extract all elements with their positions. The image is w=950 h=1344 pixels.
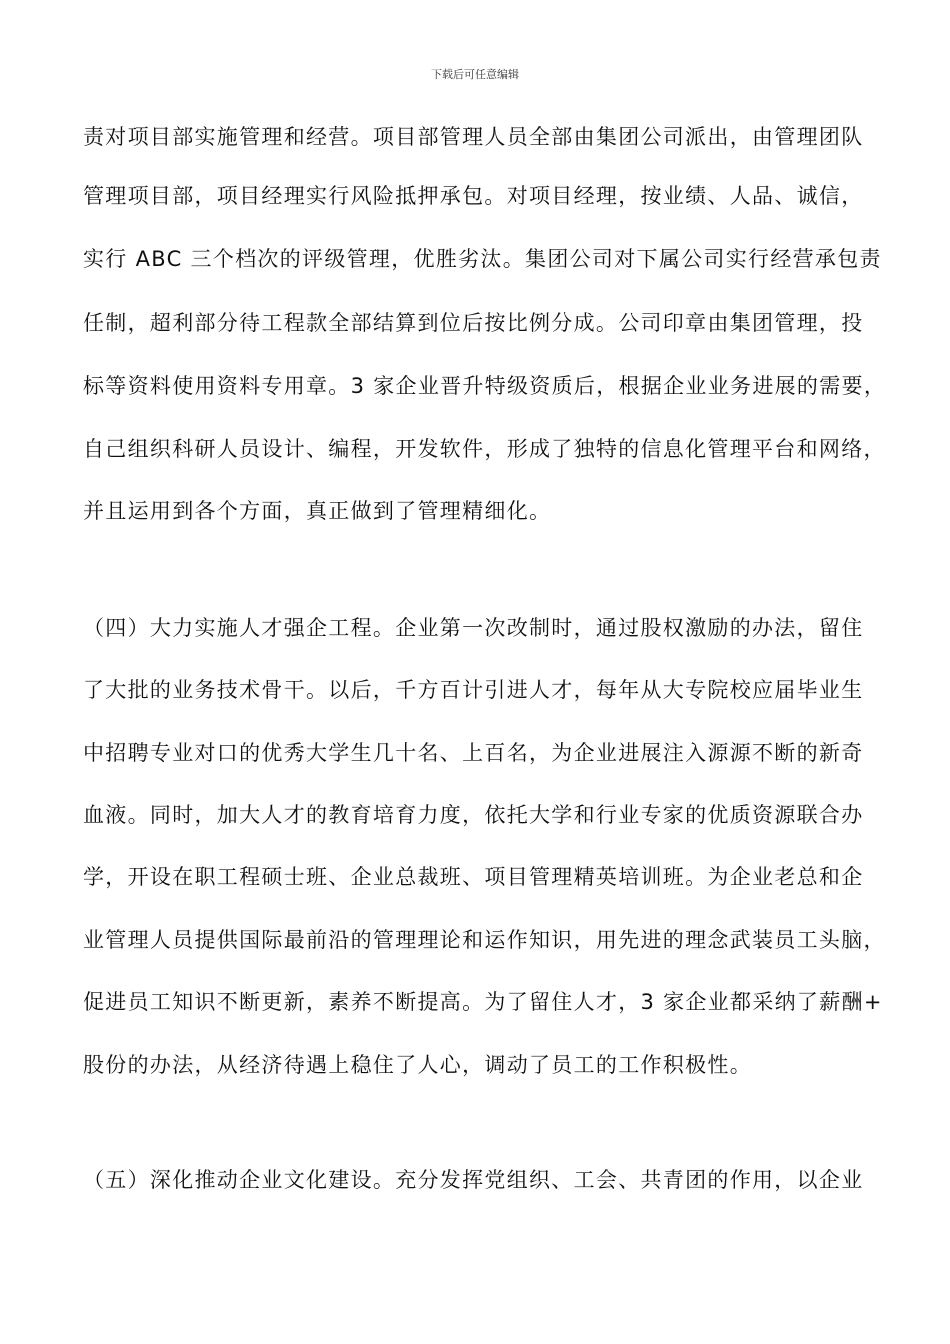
paragraph-2-line-2: 了大批的业务技术骨干。以后，千方百计引进人才，每年从大专院校应届毕业生 — [83, 678, 864, 702]
paragraph-3-line-1: （五）深化推动企业文化建设。充分发挥党组织、工会、共青团的作用，以企业 — [83, 1168, 864, 1192]
paragraph-1-line-6: 自己组织科研人员设计、编程，开发软件，形成了独特的信息化管理平台和网络， — [83, 437, 886, 461]
paragraph-1-line-7: 并且运用到各个方面，真正做到了管理精细化。 — [83, 499, 552, 523]
paragraph-2-line-5: 学，开设在职工程硕士班、企业总裁班、项目管理精英培训班。为企业老总和企 — [83, 865, 864, 889]
page-header: 下载后可任意编辑 — [431, 68, 519, 81]
paragraph-1-line-4: 任制，超利部分待工程款全部结算到位后按比例分成。公司印章由集团管理，投 — [83, 311, 864, 335]
paragraph-2-line-3: 中招聘专业对口的优秀大学生几十名、上百名，为企业进展注入源源不断的新奇 — [83, 741, 864, 765]
paragraph-1-line-2: 管理项目部，项目经理实行风险抵押承包。对项目经理，按业绩、人品、诚信， — [83, 184, 864, 208]
paragraph-1-line-1: 责对项目部实施管理和经营。项目部管理人员全部由集团公司派出，由管理团队 — [83, 125, 864, 149]
paragraph-2-line-6: 业管理人员提供国际最前沿的管理理论和运作知识，用先进的理念武装员工头脑， — [83, 928, 886, 952]
paragraph-2-line-8: 股份的办法，从经济待遇上稳住了人心，调动了员工的工作积极性。 — [83, 1053, 752, 1077]
paragraph-2-line-7: 促进员工知识不断更新，素养不断提高。为了留住人才，3 家企业都采纳了薪酬+ — [83, 990, 883, 1014]
paragraph-2-line-1: （四）大力实施人才强企工程。企业第一次改制时，通过股权激励的办法，留住 — [83, 616, 864, 640]
paragraph-1-line-3: 实行 ABC 三个档次的评级管理，优胜劣汰。集团公司对下属公司实行经营承包责 — [83, 247, 882, 271]
paragraph-2-line-4: 血液。同时，加大人才的教育培育力度，依托大学和行业专家的优质资源联合办 — [83, 803, 864, 827]
paragraph-1-line-5: 标等资料使用资料专用章。3 家企业晋升特级资质后，根据企业业务进展的需要， — [83, 374, 887, 398]
